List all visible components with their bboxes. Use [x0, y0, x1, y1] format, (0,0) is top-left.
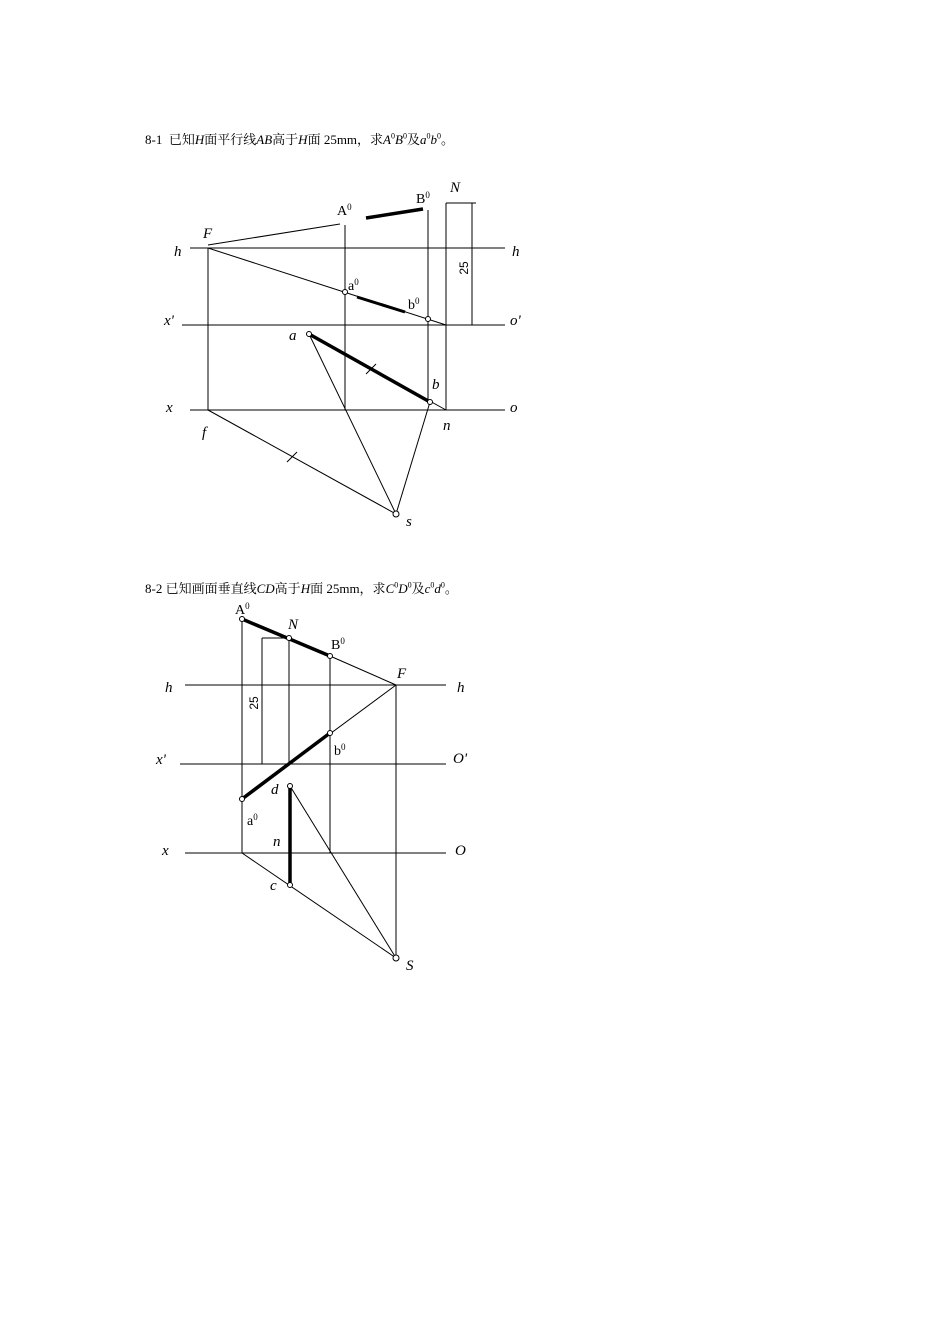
- caption-sup: 0: [430, 580, 435, 590]
- caption-sup: 0: [402, 131, 407, 141]
- caption-var: D: [398, 581, 408, 596]
- caption-text: 高于: [274, 581, 301, 596]
- caption-var: a: [419, 132, 427, 147]
- caption-var: H: [300, 581, 311, 596]
- label-A0: $A^0$: [235, 601, 250, 618]
- label-o-prime: o': [510, 313, 521, 329]
- line-a-s: [309, 334, 396, 514]
- label-N: N: [288, 617, 299, 633]
- label-c: c: [270, 878, 277, 894]
- label-h-left: h: [165, 680, 173, 696]
- label-h-right: h: [457, 680, 465, 696]
- caption-text: 高于: [272, 132, 299, 147]
- label-F: F: [397, 666, 407, 682]
- point-N: [287, 636, 292, 641]
- heavy-a0-b0: [357, 297, 405, 312]
- label-F: F: [203, 226, 213, 242]
- caption-sup: 0: [407, 580, 412, 590]
- caption-var: B: [395, 132, 403, 147]
- caption-sup: 0: [391, 131, 395, 141]
- caption-var: CD: [256, 581, 275, 596]
- caption-var: A: [383, 132, 391, 147]
- problem-1-number: 8-1: [145, 132, 163, 147]
- label-B0: $B^0$: [416, 190, 430, 207]
- line-F-b0: [208, 248, 446, 325]
- label-b: b: [432, 377, 440, 393]
- point-b0: [328, 731, 333, 736]
- label-x: x: [162, 843, 169, 859]
- point-a: [307, 332, 312, 337]
- caption-text: 。: [444, 581, 458, 596]
- heavy-a0-b0: [242, 733, 330, 799]
- caption-text: 已知: [168, 132, 195, 147]
- point-b0: [426, 317, 431, 322]
- label-b0: $b^0$: [408, 296, 420, 313]
- label-d: d: [271, 782, 279, 798]
- label-A0: $A^0$: [337, 202, 352, 219]
- figure-8-1: [182, 203, 505, 517]
- caption-var: C: [385, 581, 395, 596]
- line-f-s: [208, 410, 396, 514]
- label-o: o: [510, 400, 518, 416]
- label-h-left: h: [174, 244, 182, 260]
- label-o-prime: O': [453, 751, 468, 767]
- dimension-25: 25: [247, 696, 261, 710]
- figure-8-1-labels: [163, 180, 522, 530]
- caption-var: H: [298, 132, 308, 147]
- caption-var: AB: [256, 132, 273, 147]
- caption-sup: 0: [440, 580, 445, 590]
- caption-sup: 0: [394, 580, 399, 590]
- problem-2-number: 8-2: [145, 581, 163, 596]
- line-b-s: [396, 402, 430, 514]
- label-n: n: [443, 418, 451, 434]
- caption-var: b: [430, 132, 437, 147]
- label-b0: $b^0$: [334, 742, 346, 759]
- label-B0: $B^0$: [331, 636, 345, 653]
- line-B0-F: [330, 656, 396, 685]
- heavy-A0-B0: [242, 619, 330, 656]
- point-a0: [240, 797, 245, 802]
- point-c: [288, 883, 293, 888]
- caption-text: 。: [440, 132, 454, 147]
- caption-text: 面 25mm，求: [310, 581, 386, 596]
- tick-f-s: [287, 452, 297, 462]
- label-x-prime: x': [164, 313, 174, 329]
- point-B0: [328, 654, 333, 659]
- dimension-25: 25: [457, 261, 471, 275]
- caption-sup: 0: [426, 131, 431, 141]
- caption-text: 面平行线: [204, 132, 257, 147]
- label-a0: $a^0$: [348, 277, 359, 294]
- caption-var: c: [424, 581, 431, 596]
- label-o: O: [455, 843, 466, 859]
- heavy-A0-B0: [366, 209, 423, 218]
- caption-text: 及: [406, 132, 420, 147]
- label-s: s: [406, 514, 412, 530]
- point-b: [428, 400, 433, 405]
- label-x: x: [166, 400, 173, 416]
- caption-text: 已知画面垂直线: [165, 581, 257, 596]
- line-d-s: [290, 786, 396, 958]
- caption-text: 面 25mm，求: [307, 132, 384, 147]
- label-a0: $a^0$: [247, 812, 258, 829]
- point-s: [393, 511, 399, 517]
- label-s: S: [406, 958, 414, 974]
- caption-var: d: [434, 581, 441, 596]
- heavy-a-b: [309, 334, 430, 402]
- caption-text: 及: [411, 581, 425, 596]
- point-a0: [343, 290, 348, 295]
- line-F-A0: [208, 224, 340, 245]
- label-n: n: [273, 834, 281, 850]
- label-N: N: [450, 180, 461, 196]
- figure-8-2-labels: [155, 601, 468, 974]
- point-d: [288, 784, 293, 789]
- caption-var: H: [194, 132, 205, 147]
- label-h-right: h: [512, 244, 520, 260]
- point-s: [393, 955, 399, 961]
- caption-sup: 0: [436, 131, 441, 141]
- line-x-s: [242, 853, 396, 958]
- label-x-prime: x': [156, 752, 166, 768]
- label-a: a: [289, 328, 297, 344]
- label-f: f: [202, 425, 207, 441]
